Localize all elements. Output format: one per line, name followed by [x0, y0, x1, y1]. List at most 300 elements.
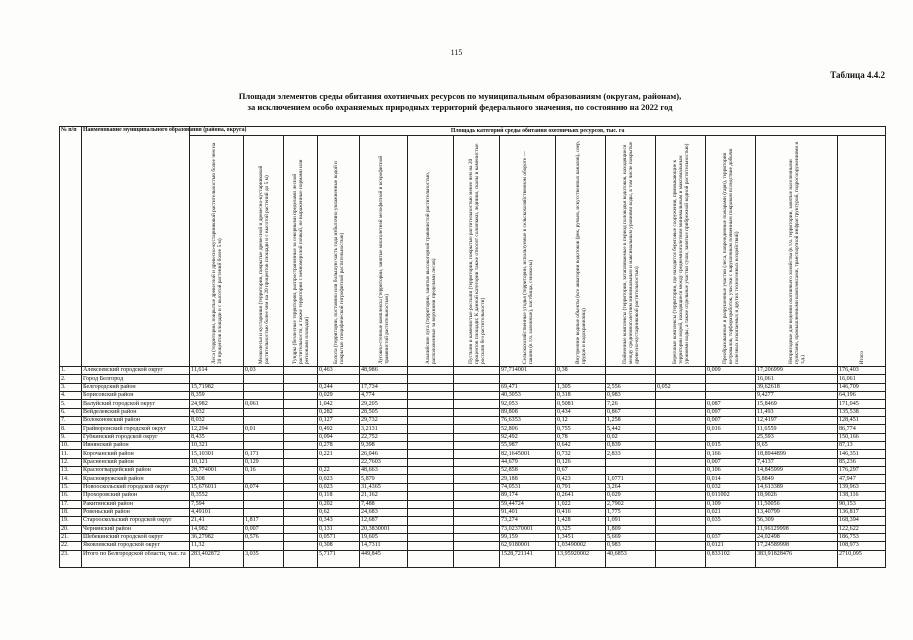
area-cell: 150,166: [838, 433, 886, 441]
area-cell: 0,576: [244, 533, 284, 541]
area-cell: 0,308: [318, 542, 360, 550]
municipality-name: Чернянский район: [82, 525, 190, 533]
area-cell: 0,244: [318, 383, 360, 391]
area-cell: 16,061: [838, 375, 886, 383]
area-cell: 0,78: [556, 433, 606, 441]
area-cell: [408, 400, 454, 408]
area-cell: 0,983: [606, 392, 656, 400]
area-cell: 1,809: [606, 525, 656, 533]
area-cell: 22,7603: [360, 458, 408, 466]
area-cell: 13,95920002: [556, 550, 606, 567]
area-cell: 14,613389: [756, 483, 838, 491]
area-cell: 0,318: [556, 392, 606, 400]
municipality-name: Город Белгород: [82, 375, 190, 383]
table-title: [120, 91, 800, 113]
area-cell: [454, 467, 500, 475]
area-cell: 62,9180001: [500, 542, 556, 550]
area-cell: 0,12: [556, 417, 606, 425]
area-cell: [244, 492, 284, 500]
area-cell: [408, 392, 454, 400]
table-row: [60, 483, 886, 491]
area-cell: [408, 425, 454, 433]
area-cell: 0,171: [244, 450, 284, 458]
row-number: 22.: [60, 542, 82, 550]
area-cell: [408, 550, 454, 567]
header-col-label: Альпийские луга (территории, занятые высокогорной травянистой растительностью, расположенные за верхними пределами лесов): [424, 171, 437, 364]
area-cell: 8,435: [190, 433, 244, 441]
area-cell: [408, 383, 454, 391]
area-cell: [408, 450, 454, 458]
area-cell: 39,62618: [756, 383, 838, 391]
area-cell: [454, 542, 500, 550]
header-col-label: Береговые комплексы (территории, где находятся береговые сооружения, примыкающие к территории морей, находящиеся между среднемноголетним минимальным и максимальным уровнями воды, а также отдельные участки суши, занятые прибрежной водной растительностью): [671, 143, 690, 364]
row-number: 18.: [60, 508, 82, 516]
area-cell: [408, 475, 454, 483]
area-cell: 86,774: [838, 425, 886, 433]
area-cell: [656, 542, 706, 550]
area-cell: 0,015: [706, 442, 756, 450]
area-cell: 21,41: [190, 517, 244, 525]
area-cell: 0,129: [244, 458, 284, 466]
area-cell: 9,4277: [756, 392, 838, 400]
area-cell: 0,029: [318, 392, 360, 400]
area-cell: [284, 442, 318, 450]
municipality-name: Ракитянский район: [82, 500, 190, 508]
table-row: [60, 383, 886, 391]
area-cell: 8,3552: [190, 492, 244, 500]
area-cell: [408, 483, 454, 491]
area-cell: 89,174: [500, 492, 556, 500]
area-cell: 0,023: [318, 475, 360, 483]
municipality-name: Ивнянский район: [82, 442, 190, 450]
header-col-label: Внутренние водные объекты (все акватории водотоков (рек, ручьев, искусственных каналов), озер, прудов и водохранилищ): [574, 140, 587, 364]
area-cell: 5,8849: [756, 475, 838, 483]
area-cell: 29,732: [360, 417, 408, 425]
total-row: [60, 550, 886, 567]
area-cell: [454, 525, 500, 533]
area-cell: [454, 483, 500, 491]
area-cell: 12,294: [190, 425, 244, 433]
area-cell: 0,325: [556, 525, 606, 533]
area-cell: 1,817: [244, 517, 284, 525]
row-number: 14.: [60, 475, 82, 483]
area-cell: 12,4197: [756, 417, 838, 425]
area-cell: [284, 383, 318, 391]
area-cell: 0,061: [244, 400, 284, 408]
area-cell: 136,817: [838, 508, 886, 516]
area-cell: 0,007: [244, 525, 284, 533]
area-cell: [454, 475, 500, 483]
area-cell: 0,755: [556, 425, 606, 433]
area-cell: 0,22: [318, 467, 360, 475]
area-cell: [408, 492, 454, 500]
area-cell: 14,982: [190, 525, 244, 533]
area-cell: 19,605: [360, 533, 408, 541]
area-cell: [454, 550, 500, 567]
area-cell: 0,007: [706, 458, 756, 466]
area-cell: [606, 375, 656, 383]
area-cell: 85,236: [838, 458, 886, 466]
area-cell: [706, 383, 756, 391]
area-cell: 1528,721141: [500, 550, 556, 567]
area-cell: 4,774: [360, 392, 408, 400]
area-cell: [408, 458, 454, 466]
area-cell: 89,808: [500, 408, 556, 416]
area-cell: 0,282: [318, 408, 360, 416]
area-cell: [408, 542, 454, 550]
area-cell: 56,309: [756, 517, 838, 525]
area-cell: [244, 433, 284, 441]
area-cell: 0,03: [244, 367, 284, 375]
row-number: 19.: [60, 517, 82, 525]
area-cell: 1,03490002: [556, 542, 606, 550]
area-cell: 1,022: [556, 500, 606, 508]
municipality-name: Валуйский городской округ: [82, 400, 190, 408]
area-cell: [656, 508, 706, 516]
area-cell: 9,398: [360, 442, 408, 450]
table-row: [60, 367, 886, 375]
area-cell: [284, 550, 318, 567]
area-cell: 0,01: [244, 425, 284, 433]
area-cell: [656, 367, 706, 375]
table-row: [60, 400, 886, 408]
area-cell: [656, 400, 706, 408]
area-cell: [244, 417, 284, 425]
area-cell: 29,188: [500, 475, 556, 483]
header-municipality: Наименование муниципального образования (района, округа): [82, 127, 190, 367]
area-cell: 0,67: [556, 467, 606, 475]
area-cell: 5,442: [606, 425, 656, 433]
area-cell: 0,434: [556, 408, 606, 416]
area-cell: 122,622: [838, 525, 886, 533]
header-col-4: [318, 136, 360, 367]
area-cell: 0,032: [706, 483, 756, 491]
area-cell: [284, 492, 318, 500]
area-cell: [656, 517, 706, 525]
area-cell: [408, 408, 454, 416]
area-cell: 7,488: [360, 500, 408, 508]
area-cell: [284, 475, 318, 483]
area-cell: [656, 375, 706, 383]
area-cell: 92,053: [500, 400, 556, 408]
municipality-name: Итого по Белгородской области, тыс. га: [82, 550, 190, 567]
header-col-11: [656, 136, 706, 367]
area-cell: 64,196: [838, 392, 886, 400]
area-cell: 11,32: [190, 542, 244, 550]
area-cell: [318, 375, 360, 383]
area-cell: 24,982: [190, 400, 244, 408]
header-col-label: Тундры (безлесные территории, распространенные за северными пределами лесной растительности, а также территории с вечномерзлой почвой, не выраженные нормами или регионами площади): [291, 159, 310, 364]
area-cell: 2710,095: [838, 550, 886, 567]
area-cell: 90,153: [838, 500, 886, 508]
area-cell: [454, 417, 500, 425]
header-col-8: [500, 136, 556, 367]
area-cell: 2,833: [606, 450, 656, 458]
area-cell: 0,035: [706, 517, 756, 525]
area-cell: [656, 433, 706, 441]
row-number: 10.: [60, 442, 82, 450]
area-cell: [656, 408, 706, 416]
row-number: 7.: [60, 417, 82, 425]
area-cell: 91,401: [500, 508, 556, 516]
area-cell: [284, 392, 318, 400]
area-cell: 11,493: [756, 408, 838, 416]
area-cell: 26,046: [360, 450, 408, 458]
header-col-13: [756, 136, 838, 367]
area-cell: 0,023: [318, 483, 360, 491]
table-row: [60, 542, 886, 550]
municipality-name: Борисовский район: [82, 392, 190, 400]
area-cell: [284, 533, 318, 541]
area-cell: [454, 433, 500, 441]
municipality-name: Волоконовский район: [82, 417, 190, 425]
area-cell: 11,96129998: [756, 525, 838, 533]
area-cell: [284, 525, 318, 533]
area-cell: 31,4365: [360, 483, 408, 491]
area-cell: 73,274: [500, 517, 556, 525]
table-row: [60, 475, 886, 483]
header-col-label: Пустыни и каменистые россыпи (территории, покрытые растительностью менее чем на 20 процентов площади; К данной категории также относят солончаки, ледники, скалы и каменистые россыпи без растительности): [467, 143, 486, 364]
header-col-label: Луговно-степные комплексы (территории, занятые многолетней мезофитной и ксерофитной травянистой растительностью): [377, 155, 390, 364]
area-cell: 97,714001: [500, 367, 556, 375]
area-cell: [454, 533, 500, 541]
area-cell: 4,49101: [190, 508, 244, 516]
area-cell: [656, 550, 706, 567]
area-cell: 1,091: [606, 517, 656, 525]
header-col-label: Преобразованные и разрушенные участки (леса, поврежденные пожарами (гари), территории ветровалов, торфоразработок, участки с нарушенным почвенным покровом вследствие добычи полезных ископаемых и других техногенных воздействий): [721, 148, 740, 364]
area-cell: 11,6559: [756, 425, 838, 433]
area-cell: [360, 375, 408, 383]
area-cell: 87,13: [838, 442, 886, 450]
municipality-name: Красненский район: [82, 458, 190, 466]
area-cell: [656, 450, 706, 458]
area-cell: 5,669: [606, 533, 656, 541]
area-cell: [454, 442, 500, 450]
area-cell: 1,0771: [606, 475, 656, 483]
header-area-group: Площадь категорий среды обитания охотничьих ресурсов, тыс. га: [190, 127, 886, 136]
area-cell: [284, 408, 318, 416]
area-cell: 0,983: [606, 542, 656, 550]
header-col-label: Болота (территории, постоянно или большую часть года избыточно увлажненные водой и покрытые специфической гигрофитной растительностью): [332, 161, 345, 364]
area-cell: 3,2131: [360, 425, 408, 433]
area-cell: [284, 500, 318, 508]
area-cell: 18,8944899: [756, 450, 838, 458]
table-row: [60, 392, 886, 400]
area-cell: [706, 525, 756, 533]
area-cell: [284, 367, 318, 375]
area-cell: [454, 367, 500, 375]
title-line-2: за исключением особо охраняемых природных территорий федерального значения, по состоянию на 2022 год: [247, 102, 673, 112]
area-cell: 11,50056: [756, 500, 838, 508]
area-cell: 48,663: [360, 467, 408, 475]
header-col-6: [408, 136, 454, 367]
area-cell: 3,035: [244, 550, 284, 567]
header-col-1: [190, 136, 244, 367]
municipality-name: Грайворонский городской округ: [82, 425, 190, 433]
area-cell: [284, 417, 318, 425]
row-number: 23.: [60, 550, 82, 567]
area-cell: 0,021: [706, 508, 756, 516]
page-number: 115: [450, 48, 463, 57]
area-cell: [408, 525, 454, 533]
area-cell: 0,02: [606, 433, 656, 441]
area-cell: 0,423: [556, 475, 606, 483]
area-cell: 28,505: [360, 408, 408, 416]
area-cell: 73,02370001: [500, 525, 556, 533]
area-cell: [408, 442, 454, 450]
area-cell: 10,321: [190, 442, 244, 450]
area-cell: [454, 508, 500, 516]
row-number: 9.: [60, 433, 82, 441]
area-cell: [244, 408, 284, 416]
area-cell: 14,845999: [756, 467, 838, 475]
area-cell: [408, 417, 454, 425]
area-cell: 0,5081: [556, 400, 606, 408]
table-row: [60, 533, 886, 541]
table-row: [60, 375, 886, 383]
row-number: 21.: [60, 533, 82, 541]
area-cell: 146,351: [838, 450, 886, 458]
area-cell: 20,3830001: [360, 525, 408, 533]
area-cell: [454, 500, 500, 508]
area-cell: 0,118: [318, 492, 360, 500]
area-cell: 1,258: [606, 417, 656, 425]
area-cell: [284, 425, 318, 433]
area-cell: [284, 467, 318, 475]
header-col-2: [244, 136, 284, 367]
area-cell: [284, 483, 318, 491]
row-number: 15.: [60, 483, 82, 491]
area-cell: [244, 475, 284, 483]
area-cell: 99,159: [500, 533, 556, 541]
area-cell: [244, 542, 284, 550]
area-cell: 92,492: [500, 433, 556, 441]
header-col-7: [454, 136, 500, 367]
area-cell: 7,594: [190, 500, 244, 508]
area-cell: [606, 467, 656, 475]
area-cell: [244, 500, 284, 508]
area-cell: [454, 400, 500, 408]
area-cell: 59,44724: [500, 500, 556, 508]
area-cell: 0,492: [318, 425, 360, 433]
area-cell: 17,734: [360, 383, 408, 391]
row-number: 16.: [60, 492, 82, 500]
area-cell: [408, 433, 454, 441]
area-cell: 1,3451: [556, 533, 606, 541]
area-cell: [408, 367, 454, 375]
header-col-12: [706, 136, 756, 367]
habitat-area-table: [59, 126, 886, 568]
area-cell: 48,986: [360, 367, 408, 375]
area-cell: 0,109: [706, 500, 756, 508]
area-cell: 0,016: [706, 425, 756, 433]
table-row: [60, 458, 886, 466]
row-number: 17.: [60, 500, 82, 508]
area-cell: 8,032: [190, 417, 244, 425]
area-cell: [318, 458, 360, 466]
area-cell: 0,642: [556, 442, 606, 450]
area-cell: [454, 450, 500, 458]
area-cell: [284, 400, 318, 408]
header-col-3: [284, 136, 318, 367]
area-cell: 21,162: [360, 492, 408, 500]
area-cell: [454, 408, 500, 416]
area-cell: 22,752: [360, 433, 408, 441]
municipality-name: Яковлевский городской округ: [82, 542, 190, 550]
area-cell: 29,205: [360, 400, 408, 408]
area-cell: 0,0571: [318, 533, 360, 541]
area-cell: 0,037: [706, 533, 756, 541]
area-cell: [656, 533, 706, 541]
area-cell: 69,471: [500, 383, 556, 391]
area-cell: 0,867: [606, 408, 656, 416]
area-cell: 0,029: [606, 492, 656, 500]
table-row: [60, 433, 886, 441]
area-cell: 1,305: [556, 383, 606, 391]
area-cell: [656, 442, 706, 450]
area-cell: 2,556: [606, 383, 656, 391]
table-row: [60, 417, 886, 425]
area-cell: 0,221: [318, 450, 360, 458]
header-col-label: Непригодные для ведения охотничьего хозяйства (в т.ч. территории, занятые населенными пунктами, промышленными комплексами, транспортной инфраструктурой, гидросооружениями и т.д.): [787, 141, 806, 364]
area-cell: 25,593: [756, 433, 838, 441]
area-cell: 168,394: [838, 517, 886, 525]
area-cell: 15,8469: [756, 400, 838, 408]
area-cell: 0,2641: [556, 492, 606, 500]
area-cell: 47,947: [838, 475, 886, 483]
municipality-name: Корочанский район: [82, 450, 190, 458]
area-cell: [656, 500, 706, 508]
area-cell: [244, 383, 284, 391]
area-cell: [284, 508, 318, 516]
area-cell: [606, 367, 656, 375]
area-cell: [656, 492, 706, 500]
area-cell: [454, 383, 500, 391]
area-cell: [454, 517, 500, 525]
area-cell: 0,007: [706, 417, 756, 425]
title-line-1: Площади элементов среды обитания охотничьих ресурсов по муниципальным образованиям (округам, районам),: [238, 91, 682, 101]
area-cell: 0,416: [556, 508, 606, 516]
area-cell: [656, 458, 706, 466]
area-cell: [656, 483, 706, 491]
area-cell: 5,7171: [318, 550, 360, 567]
area-cell: [454, 458, 500, 466]
area-cell: [656, 525, 706, 533]
row-number: 20.: [60, 525, 82, 533]
municipality-name: Шебекинский городской округ: [82, 533, 190, 541]
area-cell: 1,428: [556, 517, 606, 525]
area-cell: 44,679: [500, 458, 556, 466]
area-cell: [284, 458, 318, 466]
area-cell: 0,833102: [706, 550, 756, 567]
area-cell: 0,839: [606, 442, 656, 450]
area-cell: 0,126: [556, 458, 606, 466]
area-cell: 0,009: [706, 367, 756, 375]
area-cell: 0,343: [318, 517, 360, 525]
municipality-name: Губкинский городской округ: [82, 433, 190, 441]
area-cell: 0,097: [706, 408, 756, 416]
area-cell: 0,732: [556, 450, 606, 458]
area-cell: 12,687: [360, 517, 408, 525]
area-cell: 0,791: [556, 483, 606, 491]
area-cell: [454, 375, 500, 383]
area-cell: 0,202: [318, 500, 360, 508]
area-cell: 7,4137: [756, 458, 838, 466]
area-cell: 0,052: [656, 383, 706, 391]
area-cell: 4,032: [190, 408, 244, 416]
header-col-label: Сельскохозяйственные угодья (территории, используемые в сельскохозяйственном обороте — пашни (в т.ч. залежные), пастбища, сенокосы): [521, 151, 534, 364]
table-row: [60, 508, 886, 516]
